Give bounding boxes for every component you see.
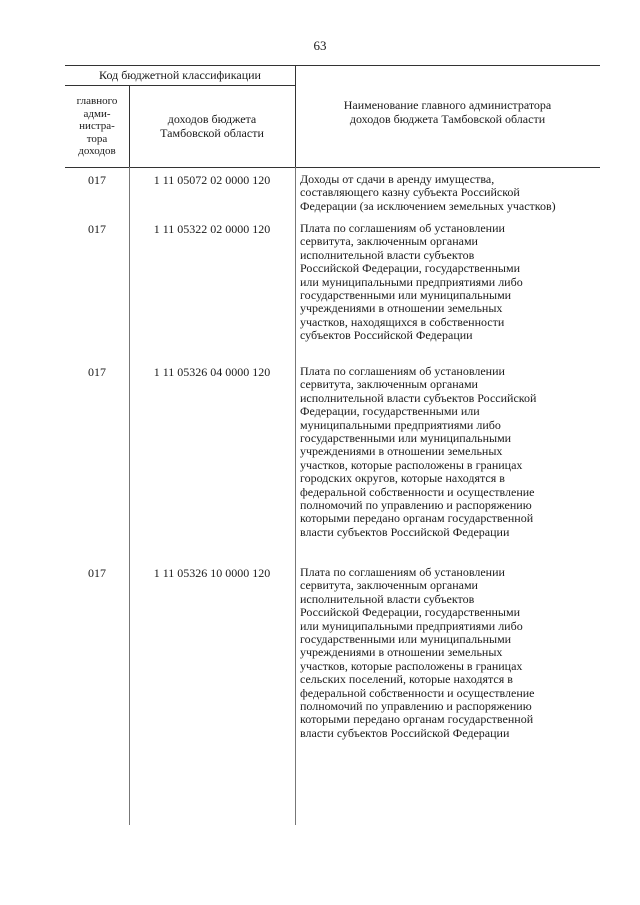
column-divider bbox=[295, 167, 296, 825]
header-line: доходов bbox=[78, 145, 116, 157]
budget-code-cell: 1 11 05072 02 0000 120 bbox=[153, 173, 271, 187]
income-name-cell bbox=[300, 365, 595, 539]
name-line: исполнительной власти субъектов Российской bbox=[300, 390, 537, 405]
name-line: Доходы от сдачи в аренду имущества, bbox=[300, 172, 495, 186]
name-line: участков, которые расположены в границах bbox=[300, 658, 523, 673]
header-line: адми- bbox=[83, 107, 111, 120]
name-line: государственными или муниципальными bbox=[300, 288, 512, 303]
header-line: Наименование главного администратора bbox=[343, 98, 552, 112]
name-line: муниципальными предприятиями либо bbox=[300, 417, 501, 432]
name-line: Российской Федерации, государственными bbox=[300, 261, 520, 276]
admin-code-cell: 017 bbox=[88, 566, 106, 580]
name-line: власти субъектов Российской Федерации bbox=[300, 524, 510, 539]
column-divider bbox=[129, 167, 130, 825]
income-name-cell bbox=[300, 222, 595, 343]
name-line: федеральной собственности и осуществление bbox=[300, 484, 535, 499]
header-line: доходов бюджета bbox=[167, 112, 257, 126]
header-line: доходов бюджета Тамбовской области bbox=[349, 112, 546, 126]
name-line: сервитута, заключенным органами bbox=[300, 377, 478, 392]
name-line: сельских поселений, которые находятся в bbox=[300, 672, 513, 687]
name-line: государственными или муниципальными bbox=[300, 431, 512, 446]
header-income bbox=[129, 112, 295, 140]
name-line: учреждениями в отношении земельных bbox=[300, 301, 503, 316]
income-name-cell bbox=[300, 173, 595, 213]
name-line: федеральной собственности и осуществление bbox=[300, 685, 535, 700]
admin-code-cell: 017 bbox=[88, 222, 106, 236]
admin-code-cell: 017 bbox=[88, 365, 106, 379]
name-line: Плата по соглашениям об установлении bbox=[300, 364, 505, 378]
name-line: исполнительной власти субъектов bbox=[300, 591, 475, 606]
name-line: Федерации (за исключением земельных участков) bbox=[300, 198, 556, 213]
name-line: учреждениями в отношении земельных bbox=[300, 444, 503, 459]
header-line: Тамбовской области bbox=[160, 126, 264, 140]
page-number: 63 bbox=[313, 38, 327, 53]
admin-code-cell: 017 bbox=[88, 173, 106, 187]
budget-code-cell: 1 11 05322 02 0000 120 bbox=[153, 222, 271, 236]
name-line: Федерации, государственными или bbox=[300, 404, 480, 419]
name-line: участков, находящихся в собственности bbox=[300, 314, 505, 329]
header-subdivider bbox=[65, 85, 295, 86]
name-line: которыми передано органам государственной bbox=[300, 511, 534, 526]
name-line: государственными или муниципальными bbox=[300, 632, 512, 647]
header-line: нистра- bbox=[79, 120, 115, 132]
name-line: или муниципальными предприятиями либо bbox=[300, 274, 523, 289]
name-line: Российской Федерации, государственными bbox=[300, 605, 520, 620]
name-line: составляющего казну субъекта Российской bbox=[300, 185, 520, 200]
header-bottom-border bbox=[65, 167, 600, 168]
header-line: тора bbox=[86, 132, 108, 145]
header-main-admin bbox=[65, 95, 129, 158]
header-name bbox=[295, 98, 600, 126]
name-line: которыми передано органам государственной bbox=[300, 712, 534, 727]
name-line: учреждениями в отношении земельных bbox=[300, 645, 503, 660]
name-line: участков, которые расположены в границах bbox=[300, 457, 523, 472]
name-line: власти субъектов Российской Федерации bbox=[300, 725, 510, 740]
name-line: Плата по соглашениям об установлении bbox=[300, 221, 505, 235]
header-code-group: Код бюджетной классификации bbox=[99, 68, 261, 82]
name-line: сервитута, заключенным органами bbox=[300, 578, 478, 593]
table-top-border bbox=[65, 65, 600, 66]
name-line: субъектов Российской Федерации bbox=[300, 328, 473, 343]
name-line: полномочий по управлению и распоряжению bbox=[300, 699, 532, 714]
name-line: Плата по соглашениям об установлении bbox=[300, 565, 505, 579]
name-line: полномочий по управлению и распоряжению bbox=[300, 498, 532, 513]
budget-code-cell: 1 11 05326 04 0000 120 bbox=[153, 365, 271, 379]
header-line: главного bbox=[76, 95, 118, 107]
income-name-cell bbox=[300, 566, 595, 740]
name-line: или муниципальными предприятиями либо bbox=[300, 618, 523, 633]
name-line: сервитута, заключенным органами bbox=[300, 234, 478, 249]
name-line: городских округов, которые находятся в bbox=[300, 471, 505, 486]
name-line: исполнительной власти субъектов bbox=[300, 247, 475, 262]
budget-code-cell: 1 11 05326 10 0000 120 bbox=[153, 566, 271, 580]
